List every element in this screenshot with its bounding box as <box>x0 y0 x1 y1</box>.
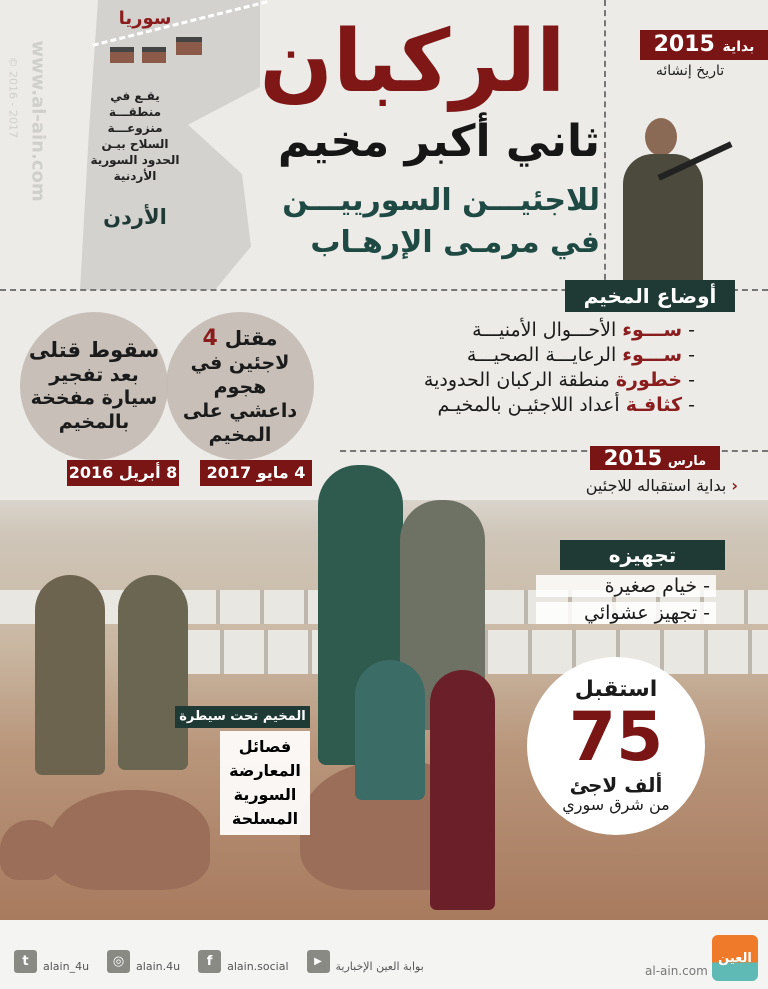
conditions-list <box>340 318 695 418</box>
control-heading: المخيم تحت سيطرة <box>175 706 310 728</box>
condition-item: - خطورة منطقة الركبان الحدودية <box>423 369 695 391</box>
footer <box>0 920 768 989</box>
al-ain-logo <box>712 935 758 981</box>
refugees-unit: ألف لاجئ <box>569 773 663 798</box>
control-line: السورية <box>233 785 297 804</box>
equipment-item: - خيام صغيرة <box>536 575 716 597</box>
instagram-icon[interactable]: ◎ <box>107 950 130 973</box>
facebook-icon[interactable]: f <box>198 950 221 973</box>
divider <box>604 0 606 290</box>
social-label[interactable]: alain.social <box>227 960 289 973</box>
watermark-years: © 2016 - 2017 <box>6 56 20 138</box>
tents-icon <box>110 35 210 65</box>
event-date: 4 مايو 2017 <box>200 460 312 486</box>
condition-item: - ســـوء الأحـــوال الأمنيـــة <box>472 319 695 341</box>
founded-year: 2015 <box>653 32 715 57</box>
location-line: الحدود السورية <box>90 153 180 167</box>
control-line: المعارضة <box>229 761 301 780</box>
watermark <box>8 40 60 220</box>
location-line: السلاح بيـن <box>101 137 169 151</box>
refugees-number: 75 <box>568 698 664 778</box>
refugees-count-circle <box>527 657 705 835</box>
condition-item: - ســـوء الرعايـــة الصحيـــة <box>466 344 695 366</box>
control-line: فصائل <box>238 737 292 756</box>
logo-text: العين <box>718 950 752 966</box>
map-label-jordan: الأردن <box>103 205 167 229</box>
subtitle: ثاني أكبر مخيم <box>277 116 600 167</box>
reception-year: 2015 <box>603 446 663 470</box>
chevron-left-icon: ‹ <box>731 476 738 495</box>
equipment-heading: تجهيزه <box>560 540 725 570</box>
site-link[interactable]: al-ain.com <box>645 964 708 978</box>
reception-month: مارس <box>667 454 707 469</box>
location-line: الأردنية <box>113 169 157 183</box>
refugees-verb: استقبل <box>574 677 658 703</box>
control-box <box>220 731 310 835</box>
watermark-url: www.al-ain.com <box>27 40 49 202</box>
page-title: الركبان <box>259 12 566 112</box>
location-line: منزوعـــة <box>107 121 163 135</box>
youtube-icon[interactable]: ▶ <box>307 950 330 973</box>
child-figure <box>430 670 495 910</box>
event-line: لاجئين في <box>190 352 290 375</box>
reception-label: بداية استقباله للاجئين <box>585 476 727 495</box>
social-label[interactable]: بوابة العين الإخبارية <box>335 960 424 973</box>
event-line: هجوم <box>213 376 267 398</box>
reception-date-badge <box>590 446 720 470</box>
map-label-syria: سوريا <box>118 8 172 29</box>
location-line: منطقـــة <box>108 105 162 119</box>
refugees-origin: من شرق سوري <box>562 795 670 815</box>
reception-text <box>500 476 738 495</box>
event-circle-car-bomb <box>20 312 168 460</box>
location-line: يقـع في <box>110 89 160 103</box>
event-line: داعشي على <box>182 399 298 422</box>
founded-label: بداية <box>722 39 755 55</box>
condition-item: - كثافـة أعداد اللاجئيـن بالمخيـم <box>437 394 695 416</box>
event-date: 8 أبريل 2016 <box>67 460 179 486</box>
map-location-text <box>85 88 185 184</box>
subtitle-terror: في مرمـى الإرهـاب <box>310 225 600 260</box>
conditions-heading: أوضاع المخيم <box>565 280 735 312</box>
soldier-figure <box>35 575 105 775</box>
twitter-icon[interactable]: t <box>14 950 37 973</box>
soldier-figure <box>118 575 188 770</box>
event-circle-isis-attack <box>166 312 314 460</box>
child-figure <box>355 660 425 800</box>
social-label[interactable]: alain_4u <box>43 960 90 973</box>
founded-badge <box>640 30 768 60</box>
event-line: مقتل 4 <box>202 325 278 351</box>
event-line: المخيم <box>208 423 272 446</box>
event-line: بالمخيم <box>58 411 130 433</box>
control-line: المسلحة <box>231 809 299 828</box>
event-line: بعد تفجير <box>49 363 139 386</box>
subtitle-refugees: للاجئيـــن السورييـــن <box>282 183 600 218</box>
founded-caption: تاريخ إنشائه <box>655 63 725 79</box>
event-line: سقوط قتلى <box>28 338 160 363</box>
equipment-item: - تجهيز عشوائي <box>536 602 716 624</box>
social-label[interactable]: alain.4u <box>136 960 181 973</box>
event-line: سيارة مفخخة <box>30 387 158 410</box>
soldier-image <box>615 118 710 283</box>
